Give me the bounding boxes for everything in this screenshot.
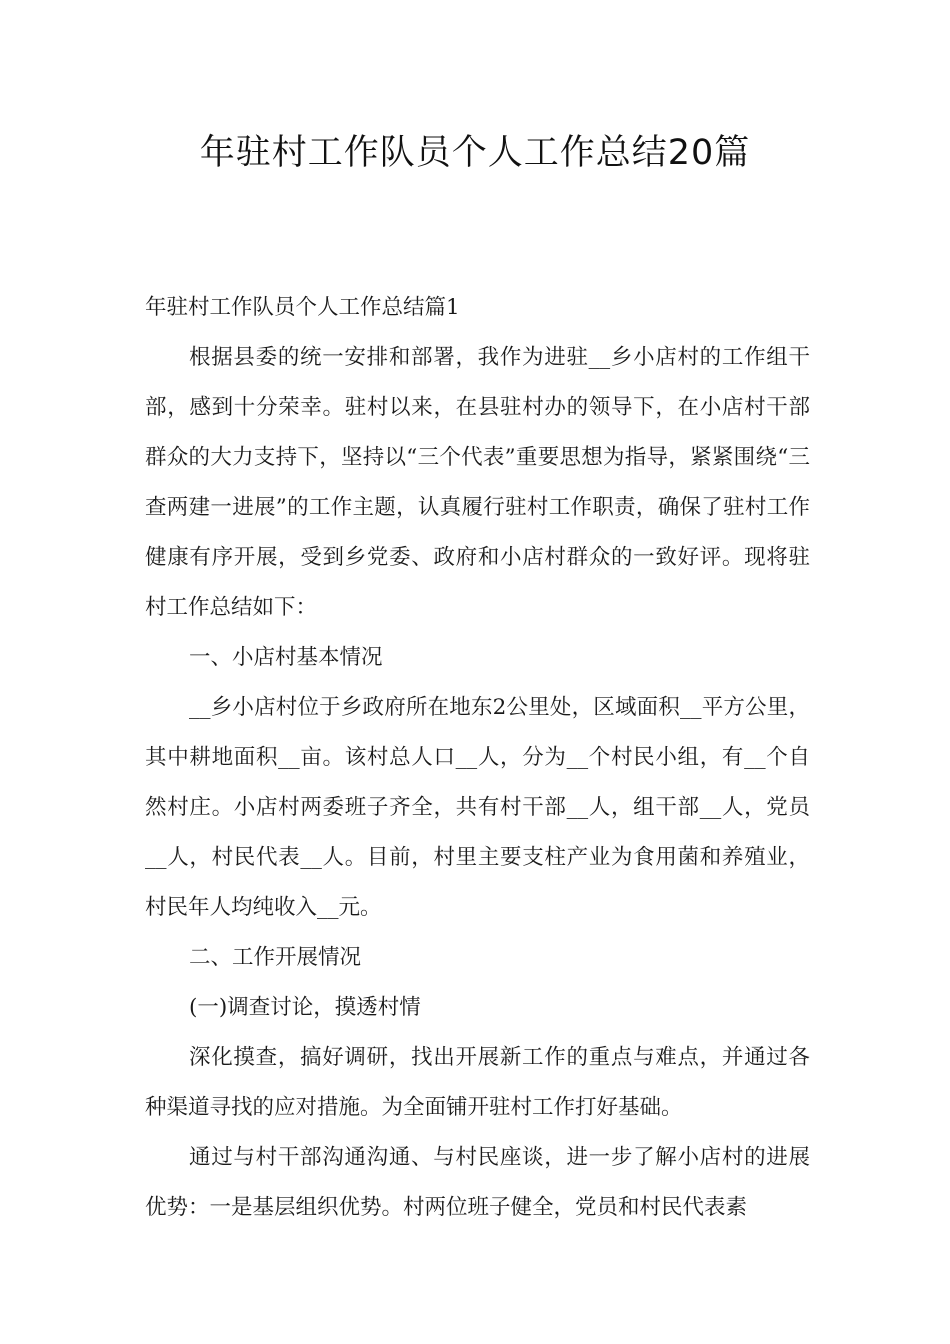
document-body bbox=[145, 283, 810, 1233]
section-heading-work-progress: 二、工作开展情况 bbox=[189, 945, 362, 970]
paragraph-intro: 根据县委的统一安排和部署，我作为进驻__乡小店村的工作组干部，感到十分荣幸。驻村以来，在县驻村办的领导下，在小店村干部群众的大力支持下，坚持以“三个代表”重要思想为指导，紧紧围绕“三查两建一进展”的工作主题，认真履行驻村工作职责，确保了驻村工作健康有序开展，受到乡党委、政府和小店村群众的一致好评。现将驻村工作总结如下： bbox=[145, 345, 810, 620]
article-subtitle: 年驻村工作队员个人工作总结篇1 bbox=[145, 295, 460, 320]
subsection-heading-survey: (一)调查讨论，摸透村情 bbox=[189, 995, 421, 1020]
paragraph-survey: 深化摸查，搞好调研，找出开展新工作的重点与难点，并通过各种渠道寻找的应对措施。为全面铺开驻村工作打好基础。 bbox=[145, 1045, 810, 1120]
document-title: 年驻村工作队员个人工作总结20篇 bbox=[199, 133, 751, 173]
paragraph-advantages: 通过与村干部沟通沟通、与村民座谈，进一步了解小店村的进展优势：一是基层组织优势。村两位班子健全，党员和村民代表素 bbox=[145, 1145, 810, 1220]
paragraph-basic-info: __乡小店村位于乡政府所在地东2公里处，区域面积__平方公里，其中耕地面积__亩。该村总人口__人，分为__个村民小组，有__个自然村庄。小店村两委班子齐全，共有村干部__人，组干部__人，党员__人，村民代表__人。目前，村里主要支柱产业为食用菌和养殖业，村民年人均纯收入__元。 bbox=[145, 695, 810, 920]
section-heading-basic-info: 一、小店村基本情况 bbox=[189, 645, 383, 670]
